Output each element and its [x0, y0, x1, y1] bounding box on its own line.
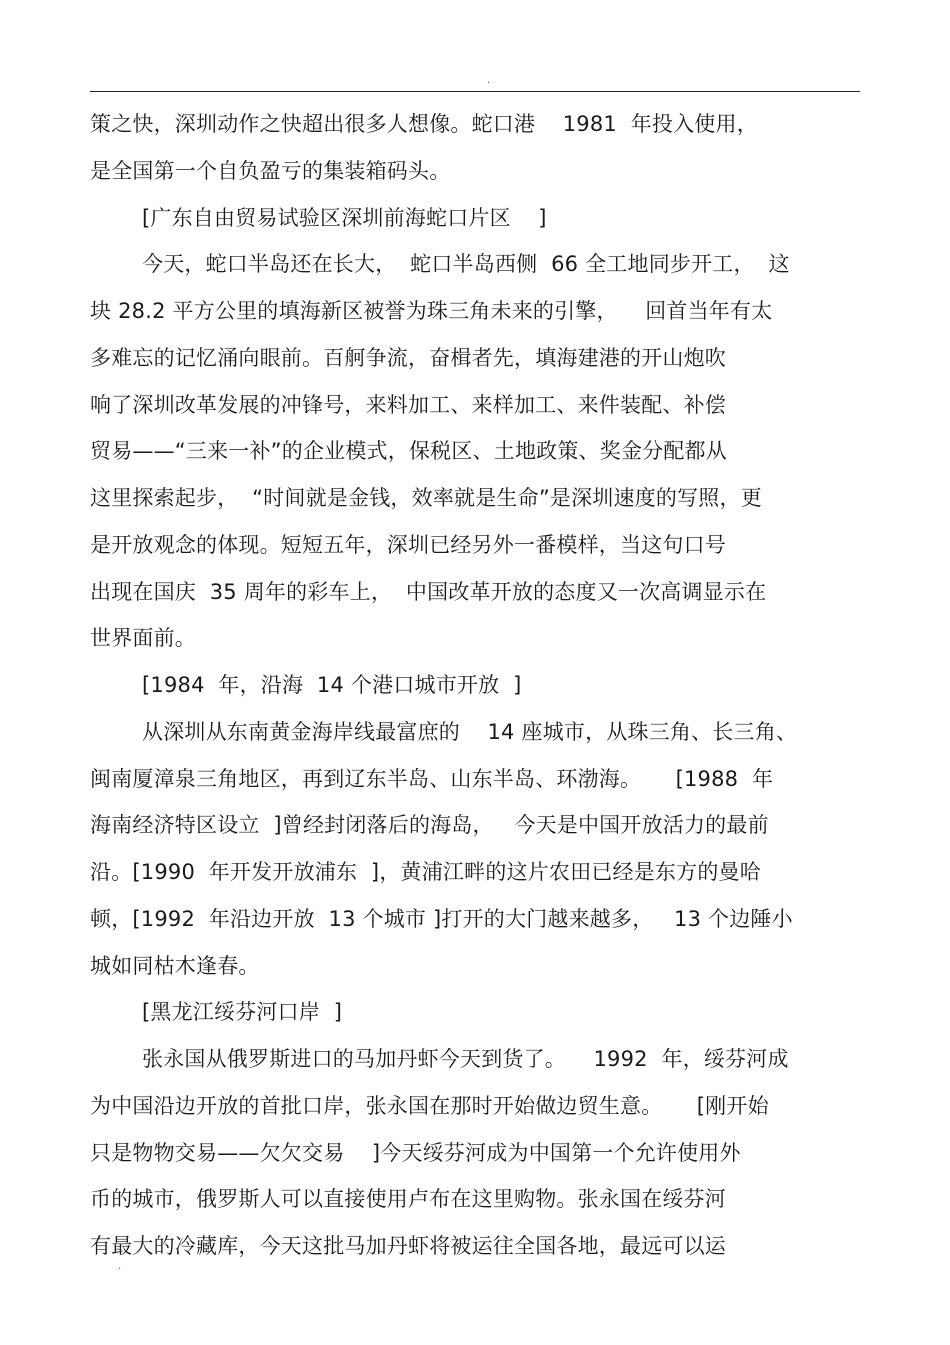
text-line: 多难忘的记忆涌向眼前。百舸争流，奋楫者先，填海建港的开山炮吹	[90, 345, 726, 370]
text-line: 只是物物交易——欠欠交易 ]今天绥芬河成为中国第一个允许使用外	[90, 1140, 741, 1165]
text-line: 响了深圳改革发展的冲锋号，来料加工、来样加工、来件装配、补偿	[90, 392, 726, 417]
text-line: 从深圳从东南黄金海岸线最富庶的 14 座城市，从珠三角、长三角、	[142, 719, 798, 744]
header-marker: .	[487, 75, 491, 86]
text-line: 张永国从俄罗斯进口的马加丹虾今天到货了。 1992 年，绥芬河成	[142, 1047, 789, 1071]
text-line: 海南经济特区设立 ]曾经封闭落后的海岛， 今天是中国开放活力的最前	[90, 813, 769, 838]
text-line: 世界面前。	[90, 626, 196, 651]
text-line: 有最大的冷藏库，今天这批马加丹虾将被运往全国各地，最远可以运	[90, 1234, 726, 1258]
footer-marker: .	[118, 1261, 122, 1272]
section-heading: [黑龙江绥芬河口岸 ]	[142, 1000, 343, 1025]
text-line: 策之快，深圳动作之快超出很多人想像。蛇口港 1981 年投入使用，	[90, 112, 758, 136]
text-line: 是开放观念的体现。短短五年，深圳已经另外一番模样，当这句口号	[90, 532, 726, 557]
text-line: 这里探索起步， “时间就是金钱，效率就是生命”是深圳速度的写照，更	[90, 486, 762, 510]
text-line: 今天，蛇口半岛还在长大， 蛇口半岛西侧 66 全工地同步开工， 这	[142, 252, 790, 277]
text-line: 闽南厦漳泉三角地区，再到辽东半岛、山东半岛、环渤海。 [1988 年	[90, 766, 774, 791]
text-line: 币的城市，俄罗斯人可以直接使用卢布在这里购物。张永国在绥芬河	[90, 1187, 726, 1212]
text-line: 为中国沿边开放的首批口岸，张永国在那时开始做边贸生意。 [刚开始	[90, 1093, 769, 1118]
article-body	[90, 101, 860, 1270]
text-line: 块 28.2 平方公里的填海新区被誉为珠三角未来的引擎， 回首当年有太	[90, 299, 773, 323]
text-line: 沿。[1990 年开发开放浦东 ]，黄浦江畔的这片农田已经是东方的曼哈	[90, 860, 761, 884]
header-rule	[90, 91, 860, 92]
text-line: 顿，[1992 年沿边开放 13 个城市 ]打开的大门越来越多， 13 个边陲小	[90, 906, 793, 931]
text-line: 出现在国庆 35 周年的彩车上， 中国改革开放的态度又一次高调显示在	[90, 579, 767, 604]
text-line: 城如同枯木逢春。	[90, 953, 260, 978]
section-heading: [广东自由贸易试验区深圳前海蛇口片区 ]	[142, 205, 547, 230]
text-line: 贸易——“三来一补”的企业模式，保税区、土地政策、奖金分配都从	[90, 439, 727, 464]
text-line: 是全国第一个自负盈亏的集装箱码头。	[90, 158, 451, 183]
section-heading: [1984 年，沿海 14 个港口城市开放 ]	[142, 673, 522, 697]
